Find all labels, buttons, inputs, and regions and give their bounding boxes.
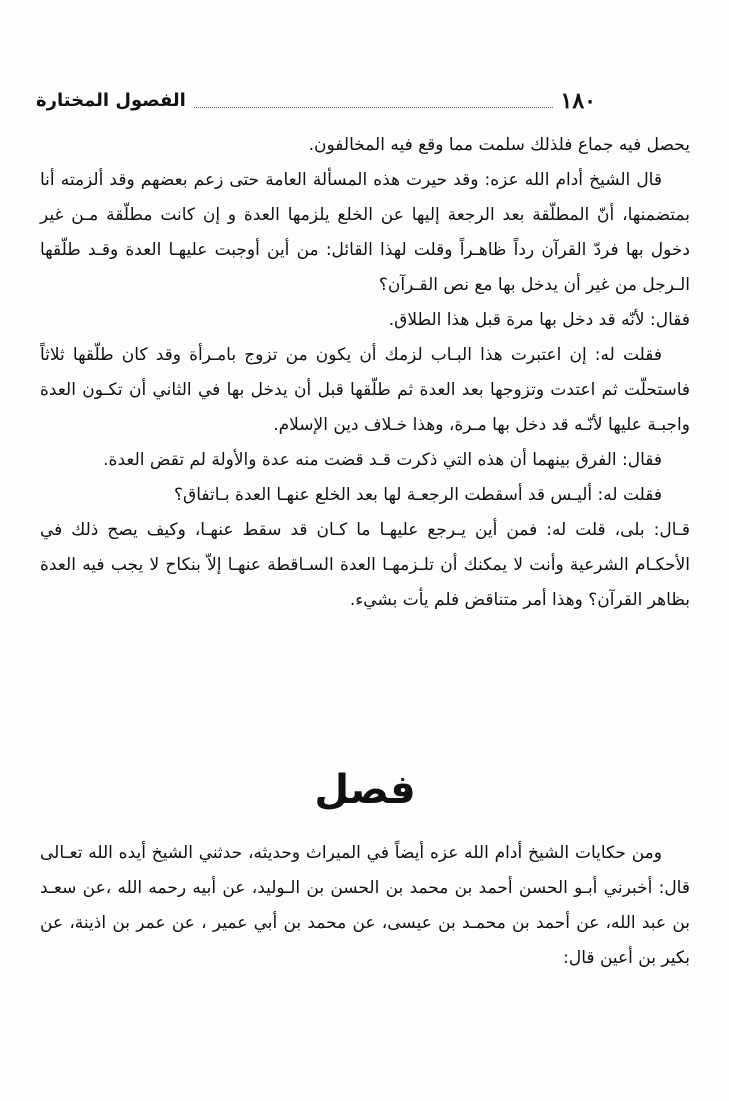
paragraph: ومن حكايات الشيخ أدام الله عزه أيضاً في الميراث وحديثه، حدثني الشيخ أيده الله تعـالى قال: أخبرني أبـو الحسن أحمد بن محمد بن الحسن بن الـوليد، عن أبيه رحمه الله ،عن سعـد بن عبد الله، عن أحمد بن محمـد بن عيسى، عن محمد بن أبي عمير ، عن عمر بن اذينة، عن بكير بن أعين قال: [40, 843, 690, 968]
paragraph: قال الشيخ أدام الله عزه: وقد حيرت هذه المسألة العامة حتى زعم بعضهم وقد ألزمته أنا بمتضمنها، أنّ المطلّقة بعد الرجعة إليها عن الخلع يلزمها العدة و إن كانت مطلّقة مـن غير دخول بها فردّ القرآن رداً ظاهـراً وقلت لهذا القائل: من أين أوجبت عليهـا العدة وقـد طلّقها الـرجل من غير أن يدخل بها مع نص القـرآن؟ [40, 170, 690, 295]
paragraph: قـال: بلى، قلت له: فمن أين يـرجع عليهـا ما كـان قد سقط عنهـا، وكيف يصح ذلك في الأحكـام الشرعية وأنت لا يمكنك أن تلـزمهـا العدة السـاقطة عنهـا إلاّ بنكاح لا يجب فيه العدة بظاهر القرآن؟ وهذا أمر متناقض فلم يأت بشيء. [40, 520, 690, 610]
main-text [40, 128, 690, 618]
running-title: الفصول المختارة [36, 90, 186, 111]
paragraph: فقلت له: إن اعتبرت هذا البـاب لزمك أن يكون من تزوج بامـرأة وقد كان طلّقها ثلاثاً فاستحلّت ثم اعتدت وتزوجها بعد العدة ثم طلّقها قبل أن يدخل بها في الثاني أن تكـون العدة واجبـة عليها لأنّـه قد دخل بها مـرة، وهذا خـلاف دين الإسلام. [40, 345, 690, 435]
paragraph: فقلت له: أليـس قد أسقطت الرجعـة لها بعد الخلع عنهـا العدة بـاتفاق؟ [174, 485, 662, 505]
section-text [40, 836, 690, 976]
page-number: ١٨٠ [560, 88, 596, 114]
header-leader-dots [194, 107, 553, 108]
paragraph: فقال: لأنّه قد دخل بها مرة قبل هذا الطلاق. [388, 310, 690, 330]
section-heading: فصل [314, 767, 416, 813]
page-header [36, 82, 596, 114]
paragraph: يحصل فيه جماع فلذلك سلمت مما وقع فيه المخالفون. [308, 135, 690, 155]
paragraph: فقال: الفرق بينهما أن هذه التي ذكرت قـد قضت منه عدة والأولة لم تقض العدة. [103, 450, 662, 470]
